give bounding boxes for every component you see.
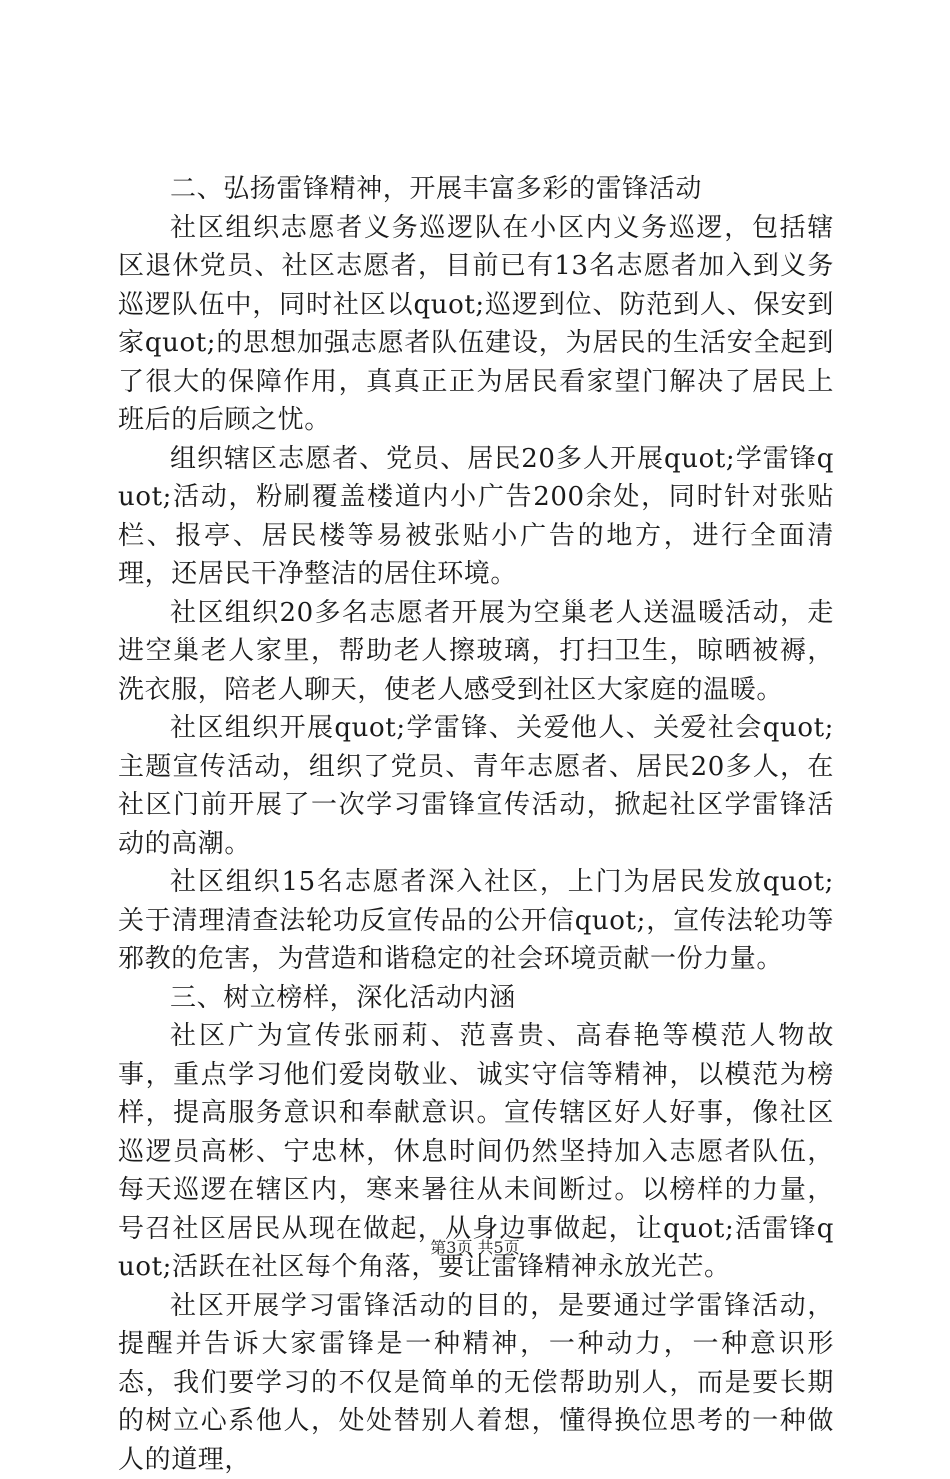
body-paragraph: 社区组织20多名志愿者开展为空巢老人送温暖活动，走进空巢老人家里，帮助老人擦玻璃，打扫卫生，晾晒被褥，洗衣服，陪老人聊天，使老人感受到社区大家庭的温暖。 — [118, 594, 834, 710]
body-paragraph: 社区组织开展quot;学雷锋、关爱他人、关爱社会quot;主题宣传活动，组织了党员、青年志愿者、居民20多人，在社区门前开展了一次学习雷锋宣传活动，掀起社区学雷锋活动的高潮。 — [118, 709, 834, 863]
body-paragraph: 社区广为宣传张丽莉、范喜贵、高春艳等模范人物故事，重点学习他们爱岗敬业、诚实守信等精神，以模范为榜样，提高服务意识和奉献意识。宣传辖区好人好事，像社区巡逻员高彬、宁忠林，休息时间仍然坚持加入志愿者队伍，每天巡逻在辖区内，寒来暑往从未间断过。以榜样的力量，号召社区居民从现在做起，从身边事做起，让quot;活雷锋quot;活跃在社区每个角落，要让雷锋精神永放光芒。 — [118, 1017, 834, 1287]
body-paragraph: 社区开展学习雷锋活动的目的，是要通过学雷锋活动，提醒并告诉大家雷锋是一种精神，一种动力，一种意识形态，我们要学习的不仅是简单的无偿帮助别人，而是要长期的树立心系他人，处处替别人着想，懂得换位思考的一种做人的道理， — [118, 1287, 834, 1479]
body-paragraph: 社区组织15名志愿者深入社区，上门为居民发放quot;关于清理清查法轮功反宣传品的公开信quot;，宣传法轮功等邪教的危害，为营造和谐稳定的社会环境贡献一份力量。 — [118, 863, 834, 979]
section-heading-2: 二、弘扬雷锋精神，开展丰富多彩的雷锋活动 — [118, 170, 834, 209]
body-paragraph: 组织辖区志愿者、党员、居民20多人开展quot;学雷锋quot;活动，粉刷覆盖楼道内小广告200余处，同时针对张贴栏、报亭、居民楼等易被张贴小广告的地方，进行全面清理，还居民干净整洁的居住环境。 — [118, 440, 834, 594]
document-body — [118, 170, 834, 1479]
body-paragraph: 社区组织志愿者义务巡逻队在小区内义务巡逻，包括辖区退休党员、社区志愿者，目前已有13名志愿者加入到义务巡逻队伍中，同时社区以quot;巡逻到位、防范到人、保安到家quot;的思想加强志愿者队伍建设，为居民的生活安全起到了很大的保障作用，真真正正为居民看家望门解决了居民上班后的后顾之忧。 — [118, 209, 834, 440]
page-number-footer: 第3页 共5页 — [0, 1238, 950, 1258]
section-heading-3: 三、树立榜样，深化活动内涵 — [118, 979, 834, 1018]
